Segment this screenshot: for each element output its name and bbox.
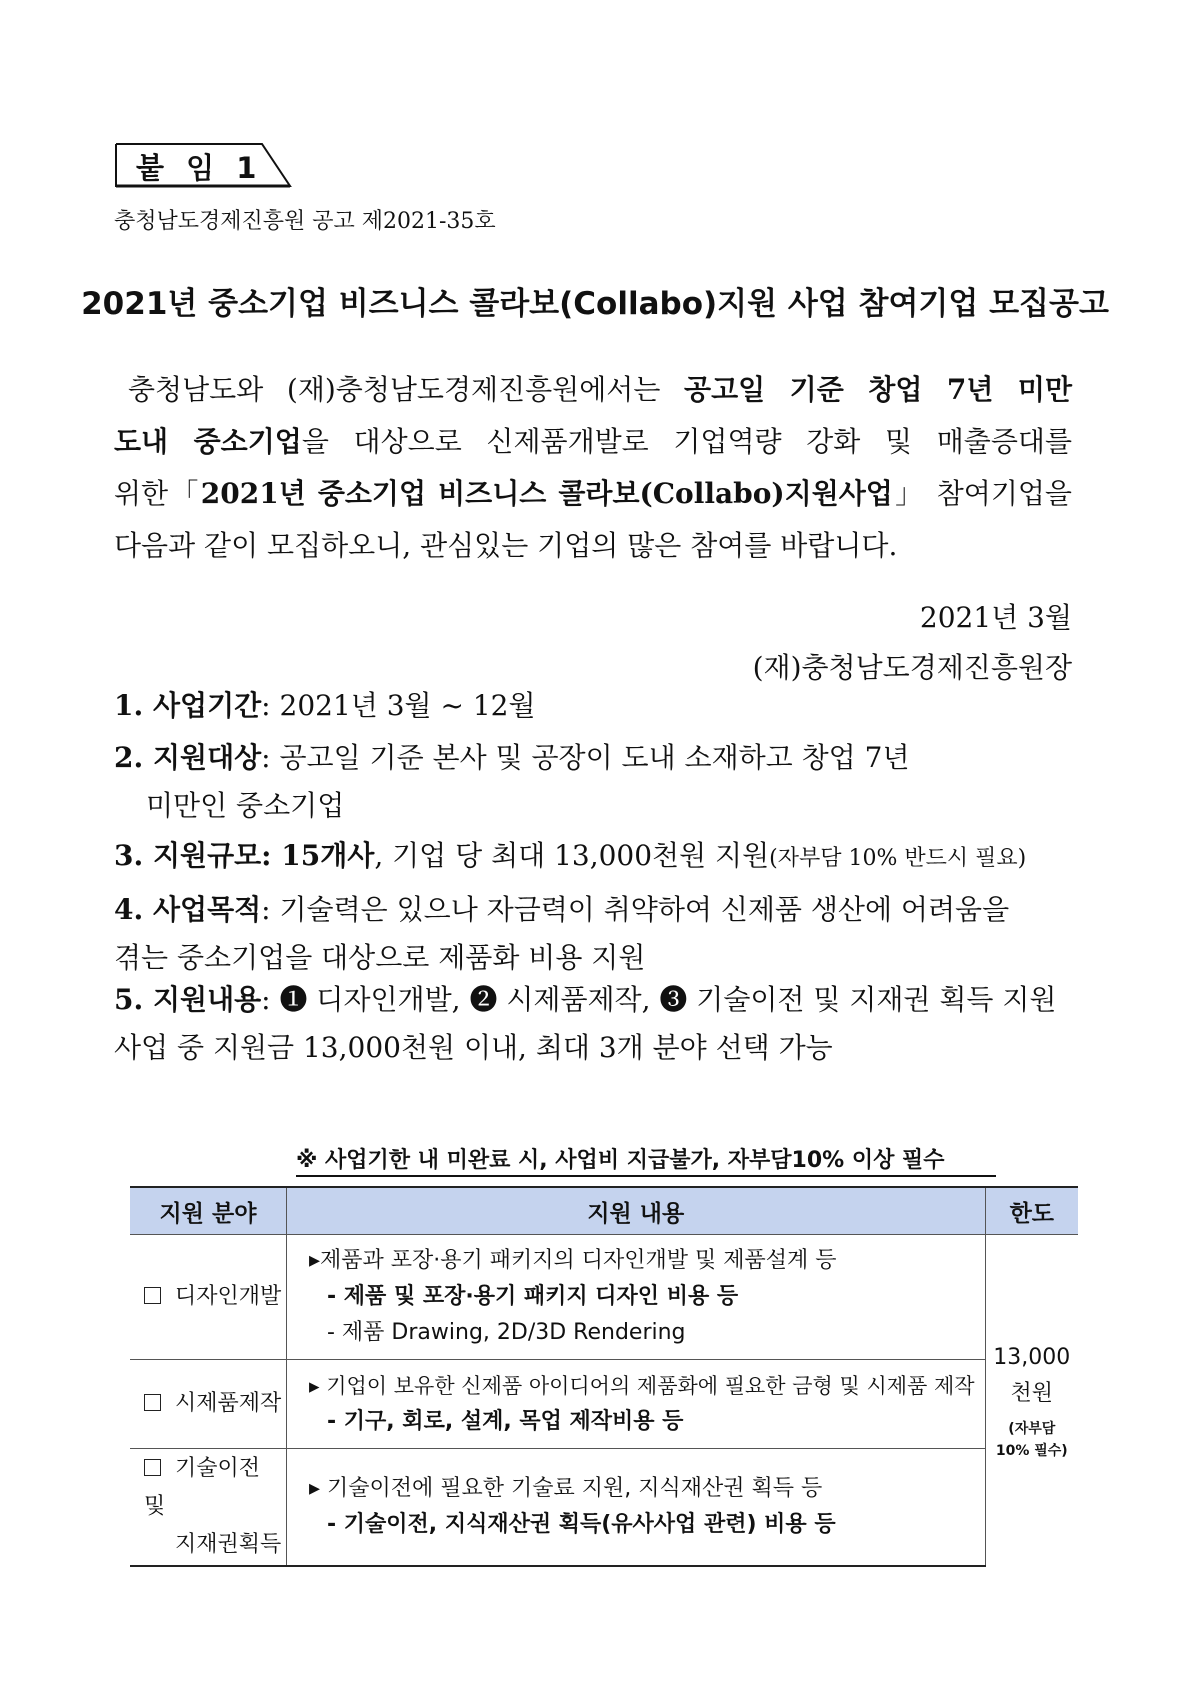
item-period [114, 682, 1074, 730]
item-emphasis: : 15개사 [261, 839, 375, 872]
item-continuation: 겪는 중소기업을 대상으로 제품화 비용 지원 [114, 941, 646, 974]
item-heading: 4. 사업목적 [114, 893, 262, 926]
limit-amount: 13,000 [993, 1344, 1071, 1370]
content-line: - 제품 및 포장·용기 패키지 디자인 비용 등 [327, 1284, 739, 1309]
intro-line [114, 468, 1072, 520]
limit-note [987, 1418, 1077, 1462]
intro-text: 충청남도와 (재)충청남도경제진흥원에서는 [128, 373, 685, 406]
intro-text: 위한「 [114, 477, 201, 510]
intro-text: 을 대상으로 신제품개발로 기업역량 강화 및 매출증대를 [301, 425, 1072, 458]
content-line: ▸제품과 포장·용기 패키지의 디자인개발 및 제품설계 등 [309, 1248, 837, 1273]
limit-cell [985, 1235, 1078, 1567]
item-note: (자부담 10% 반드시 필요) [769, 846, 1027, 871]
item-continuation: 사업 중 지원금 13,000천원 이내, 최대 3개 분야 선택 가능 [114, 1031, 833, 1064]
intro-line [114, 416, 1072, 468]
content-line: - 기술이전, 지식재산권 획득(유사사업 관련) 비용 등 [327, 1512, 836, 1537]
item-scale [114, 832, 1074, 883]
field-label: 지재권획득 [175, 1532, 282, 1557]
limit-note-line: (자부담 [1008, 1420, 1056, 1437]
content-line: ▸ 기업이 보유한 신제품 아이디어의 제품화에 필요한 금형 및 시제품 제작 [309, 1374, 975, 1398]
content-line: - 제품 Drawing, 2D/3D Rendering [327, 1320, 686, 1345]
support-table [130, 1186, 1078, 1567]
field-cell [130, 1449, 287, 1567]
item-heading: 3. 지원규모 [114, 839, 262, 872]
intro-line: 다음과 같이 모집하오니, 관심있는 기업의 많은 참여를 바랍니다. [114, 529, 898, 562]
item-text: , 기업 당 최대 13,000천원 지원 [374, 839, 770, 872]
field-label: 시제품제작 [175, 1391, 282, 1416]
content-cell [287, 1360, 986, 1449]
item-continuation: 미만인 중소기업 [146, 789, 345, 822]
limit-note-line: 10% 필수) [995, 1442, 1068, 1459]
item-text: : 기술력은 있으나 자금력이 취약하여 신제품 생산에 어려움을 [261, 893, 1010, 926]
page-title: 2021년 중소기업 비즈니스 콜라보(Collabo)지원 사업 참여기업 모집공고 [81, 286, 1109, 322]
field-label: 기술이전 및 [144, 1456, 261, 1519]
item-heading: 1. 사업기간 [114, 689, 262, 722]
checkbox-icon [144, 1459, 161, 1476]
table-note: ※ 사업기한 내 미완료 시, 사업비 지급불가, 자부담10% 이상 필수 [296, 1148, 945, 1173]
item-content [114, 976, 1074, 1072]
checkbox-icon [144, 1287, 161, 1304]
intro-line [114, 364, 1072, 416]
item-text: : 공고일 기준 본사 및 공장이 도내 소재하고 창업 7년 [261, 741, 910, 774]
content-line: ▸ 기술이전에 필요한 기술료 지원, 지식재산권 획득 등 [309, 1476, 823, 1501]
content-line: - 기구, 회로, 설계, 목업 제작비용 등 [327, 1409, 684, 1434]
field-cell [130, 1360, 287, 1449]
notice-number: 충청남도경제진흥원 공고 제2021-35호 [114, 209, 496, 234]
table-row [130, 1449, 1078, 1567]
intro-text: 」 참여기업을 [892, 477, 1072, 510]
field-cell [130, 1235, 287, 1360]
checkbox-icon [144, 1394, 161, 1411]
intro-emphasis: 2021년 중소기업 비즈니스 콜라보(Collabo)지원사업 [200, 477, 893, 510]
table-row [130, 1235, 1078, 1360]
header-field: 지원 분야 [130, 1187, 287, 1235]
attachment-tag [114, 142, 292, 188]
content-cell [287, 1235, 986, 1360]
item-heading: 2. 지원대상 [114, 741, 262, 774]
limit-unit: 천원 [1010, 1380, 1054, 1406]
item-target [114, 734, 1074, 830]
notice-date: 2021년 3월 [919, 601, 1072, 634]
intro-emphasis: 공고일 기준 창업 7년 미만 [684, 373, 1072, 406]
item-heading: 5. 지원내용 [114, 983, 262, 1016]
header-limit: 한도 [985, 1187, 1078, 1235]
content-cell [287, 1449, 986, 1567]
item-text: : 2021년 3월 ~ 12월 [261, 689, 536, 722]
attachment-label: 붙 임 1 [136, 151, 263, 185]
table-header-row [130, 1187, 1078, 1235]
intro-paragraph [114, 364, 1072, 572]
intro-emphasis: 도내 중소기업 [114, 425, 302, 458]
issuer: (재)충청남도경제진흥원장 [752, 651, 1072, 684]
field-label: 디자인개발 [175, 1284, 282, 1309]
table-row [130, 1360, 1078, 1449]
item-text: : ❶ 디자인개발, ❷ 시제품제작, ❸ 기술이전 및 지재권 획득 지원 [261, 983, 1057, 1016]
header-content: 지원 내용 [287, 1187, 986, 1235]
item-purpose [114, 886, 1074, 982]
note-underline [296, 1175, 996, 1177]
